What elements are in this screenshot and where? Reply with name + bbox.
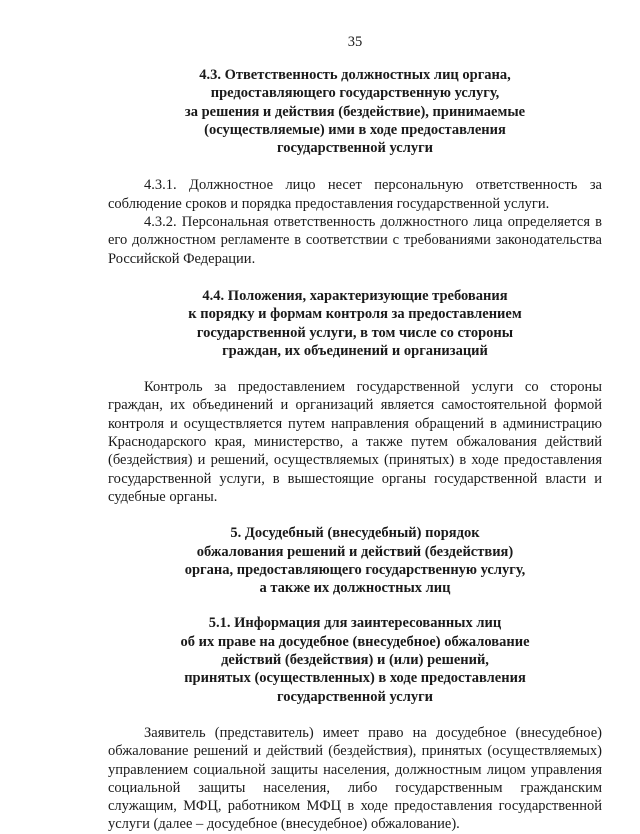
heading-line: 5. Досудебный (внесудебный) порядок (230, 525, 480, 542)
heading-line: органа, предоставляющего государственную услугу, (184, 561, 526, 578)
heading-line: к порядку и формам контроля за предоставлением (188, 306, 522, 323)
heading-4-4 (108, 287, 602, 360)
heading-line: 4.3. Ответственность должностных лиц органа, (199, 67, 511, 83)
paragraph-5-1: Заявитель (представитель) имеет право на досудебное (внесудебное) обжалование решений и действий (бездействия), принятых (осуществляемых) управлением социальной защиты населения, должностным лицом управления социальной защиты населения, либо государственным гражданским служащим, МФЦ, работником МФЦ в ходе предоставления государственной услуги (далее – досудебное (внесудебное) обжалование). (108, 724, 602, 833)
heading-line: за решения и действия (бездействие), принимаемые (184, 103, 526, 120)
heading-line: (осуществляемые) ими в ходе предоставления (204, 121, 506, 138)
heading-line: 4.4. Положения, характеризующие требования (202, 287, 508, 304)
document-page (108, 0, 602, 834)
heading-line: обжалования решений и действий (бездействия) (196, 543, 514, 560)
heading-5-1 (108, 614, 602, 705)
heading-5 (108, 524, 602, 597)
heading-line: государственной услуги, в том числе со стороны (196, 324, 514, 341)
heading-line: а также их должностных лиц (259, 580, 451, 597)
heading-line: действий (бездействия) и (или) решений, (221, 652, 489, 669)
heading-line: государственной услуги (276, 688, 434, 705)
heading-line: граждан, их объединений и организаций (222, 342, 488, 359)
paragraph-4-3-2: 4.3.2. Персональная ответственность должностного лица определяется в его должностном регламенте в соответствии с требованиями законодательства Российской Федерации. (108, 214, 602, 267)
heading-line: 5.1. Информация для заинтересованных лиц (208, 615, 502, 632)
paragraph-4-3-1: 4.3.1. Должностное лицо несет персональную ответственность за соблюдение сроков и порядка предоставления государственной услуги. (108, 177, 602, 212)
heading-line: государственной услуги (276, 140, 434, 157)
heading-line: об их праве на досудебное (внесудебное) обжалование (180, 633, 530, 650)
page-number: 35 (347, 34, 363, 50)
paragraph-4-4: Контроль за предоставлением государственной услуги со стороны граждан, их объединений и организаций является самостоятельной формой контроля и осуществляется путем направления обращений в администрацию Краснодарского края, министерство, а также путем обжалования действий (бездействия) и решений, осуществляемых (принятых) в ходе предоставления государственной услуги, в вышестоящие органы государственной власти и судебные органы. (108, 379, 602, 505)
heading-line: предоставляющего государственную услугу, (210, 85, 500, 102)
heading-line: принятых (осуществленных) в ходе предоставления (184, 670, 526, 687)
heading-4-3 (108, 66, 602, 157)
